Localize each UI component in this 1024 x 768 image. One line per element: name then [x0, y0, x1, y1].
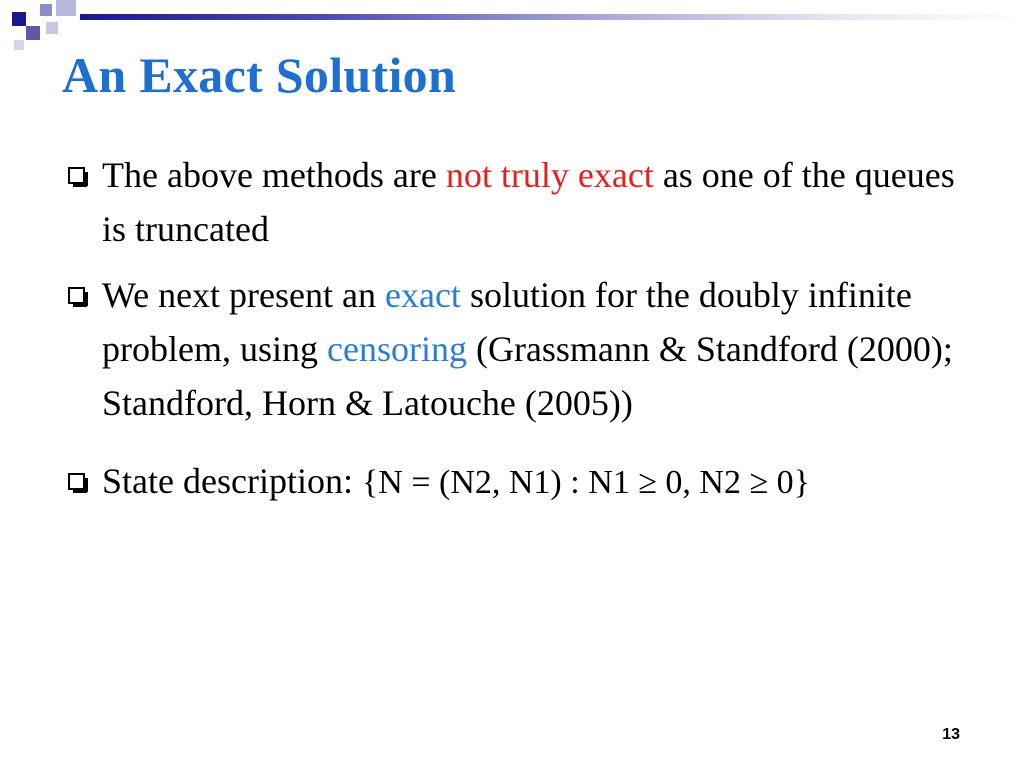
highlight-text: exact — [385, 275, 461, 315]
bullet-list — [66, 148, 966, 510]
bullet-text: The above methods are — [102, 155, 446, 195]
bullet-text: solution for the doubly infinite problem, using — [102, 275, 912, 369]
checkbox-bullet-icon — [68, 287, 85, 304]
slide-title: An Exact Solution — [62, 47, 457, 103]
bullet-item — [66, 454, 966, 510]
state-formula: {N = (N2, N1) : N1 ≥ 0, N2 ≥ 0} — [361, 464, 810, 501]
checkbox-bullet-icon — [68, 473, 85, 490]
highlight-text: censoring — [326, 329, 467, 369]
decor-square — [40, 4, 52, 16]
bullet-text: (Grassmann & Standford (2000); Standford, Horn & Latouche (2005)) — [102, 329, 953, 423]
highlight-text: not truly exact — [445, 155, 654, 195]
decor-square — [14, 40, 24, 50]
decor-square — [46, 22, 58, 34]
checkbox-bullet-icon — [68, 167, 85, 184]
bullet-item — [66, 148, 966, 256]
decor-square — [56, 0, 76, 16]
bullet-item — [66, 268, 966, 430]
decor-square — [12, 12, 26, 26]
bullet-text: We next present an — [102, 275, 385, 315]
decor-square — [26, 26, 40, 40]
bullet-text: State description: — [102, 461, 362, 501]
page-number: 13 — [942, 726, 960, 743]
header-gradient-bar — [80, 14, 1024, 20]
bullet-text: as one of the queues is truncated — [102, 155, 955, 249]
